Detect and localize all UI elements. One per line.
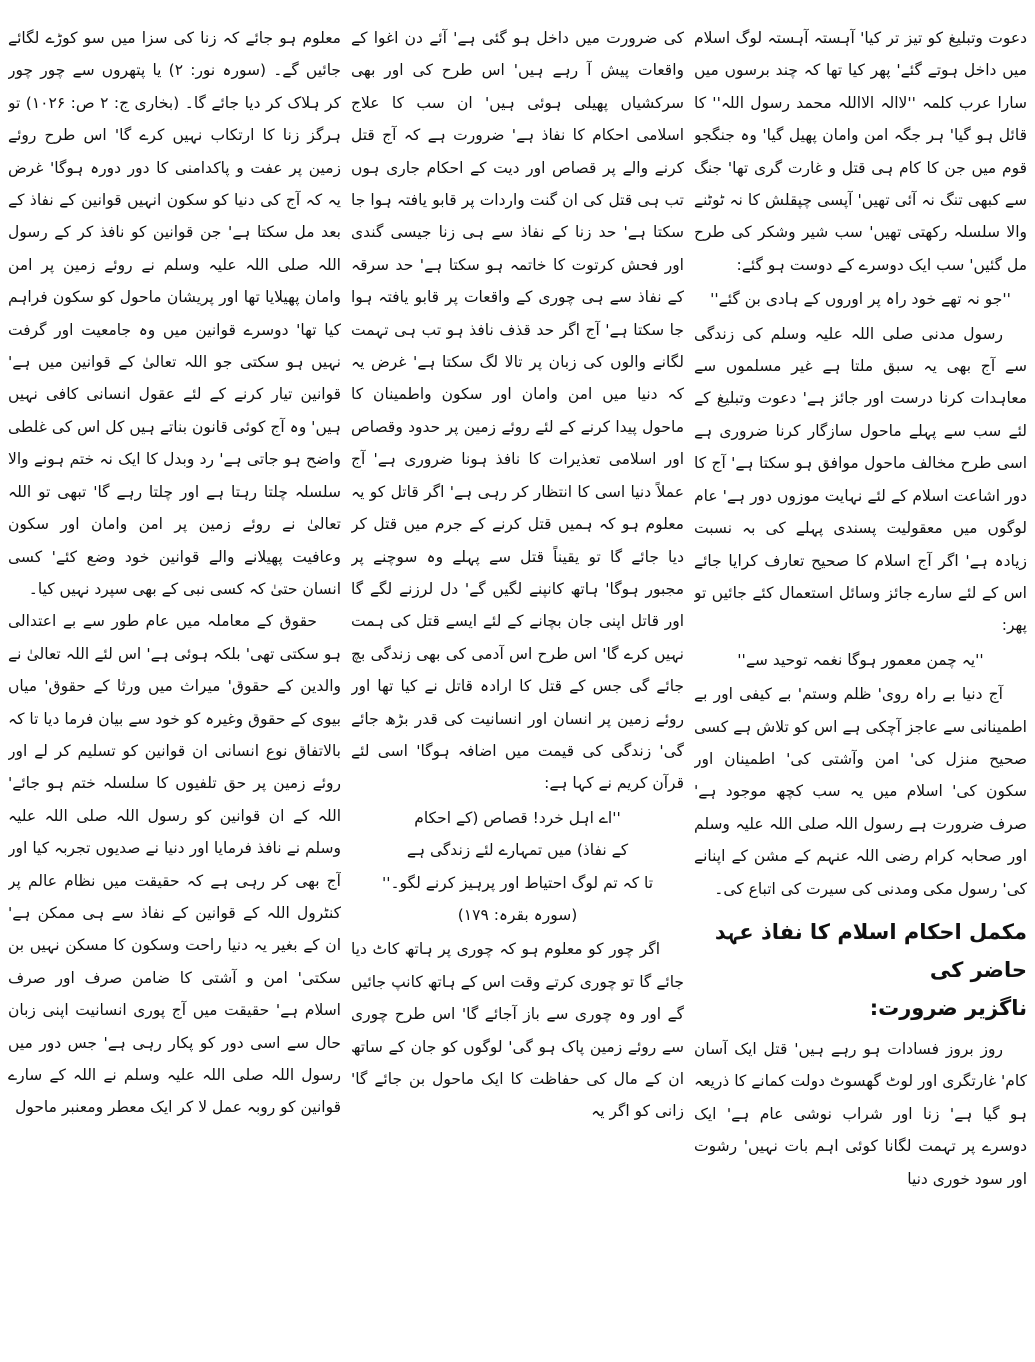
quote-line: ''اے اہل خرد! قصاص (کے احکام — [414, 808, 621, 827]
paragraph: حقوق کے معاملہ میں عام طور سے بے اعتدالی ہو سکتی تھی' بلکہ ہوئی ہے' اس لئے اللہ تعالیٰ نے والدین کے حقوق' میراث میں ورثا کے حقوق' میاں بیوی کے حقوق وغیرہ کو خود سے بیان فرما دیا تا کہ بالاتفاق نوع انسانی ان قوانین کو تسلیم کر لے اور روئے زمین پر حق تلفیوں کا سلسلہ ختم ہو جائے' اللہ کے ان قوانین کو رسول اللہ صلی اللہ علیہ وسلم نے نافذ فرمایا اور دنیا نے صدیوں تجربہ کیا اور آج بھی کر رہی ہے کہ حقیقت میں نظام عالم پر کنٹرول اللہ کے قوانین کے نفاذ سے ہی ممکن ہے' ان کے بغیر یہ دنیا راحت وسکون کا مسکن نہیں بن سکتی' امن و آشتی کا ضامن صرف اور صرف اسلام ہے' حقیقت میں آج پوری انسانیت اپنی زبان حال سے اسی دور کو پکار رہی ہے' جس دور میں رسول اللہ صلی اللہ علیہ وسلم نے اللہ کے سارے قوانین کو روبہ عمل لا کر ایک معطر ومعنبر ماحول — [8, 612, 341, 1117]
paragraph: آج دنیا بے راہ روی' ظلم وستم' بے کیفی اور بے اطمینانی سے عاجز آچکی ہے اس کو تلاش ہے کسی صحیح منزل کی' امن وآشتی کی' اطمینان اور سکون کی' اسلام میں یہ سب کچھ موجود ہے' صرف ضرورت ہے رسول اللہ صلی اللہ علیہ وسلم اور صحابہ کرام رضی اللہ عنہم کے مشن کے اپنانے کی' رسول مکی ومدنی کی سیرت کی اتباع کی۔ — [694, 685, 1027, 898]
quote-line: کے نفاذ) میں تمہارے لئے زندگی ہے — [406, 841, 629, 860]
right-column — [694, 22, 1027, 1352]
section-heading — [694, 913, 1027, 1027]
quote-line: تا کہ تم لوگ احتیاط اور پرہیز کرنے لگو۔'' — [381, 873, 654, 892]
quote-reference: (سورہ بقرہ: ۱۷۹) — [457, 905, 578, 924]
section-heading-line: مکمل احکام اسلام کا نفاذ عہد حاضر کی — [714, 919, 1027, 982]
paragraph: رسول مدنی صلی اللہ علیہ وسلم کی زندگی سے آج بھی یہ سبق ملتا ہے غیر مسلموں سے معاہدات کرنا درست اور جائز ہے' دعوت وتبلیغ کے لئے سب سے پہلے ماحول سازگار کرنا ضروری ہے اسی طرح مخالف ماحول موافق ہو سکتا ہے' آج کا دور اشاعت اسلام کے لئے نہایت موزوں دور ہے' عام لوگوں میں معقولیت پسندی پہلے کی بہ نسبت زیادہ ہے' اگر آج اسلام کا صحیح تعارف کرایا جائے اس کے لئے سارے جائز وسائل استعمال کئے جائیں تو پھر: — [694, 324, 1027, 635]
paragraph: معلوم ہو جائے کہ زنا کی سزا میں سو کوڑے لگائے جائیں گے۔ (سورہ نور: ۲) یا پتھروں سے چور چور کر ہلاک کر دیا جائے گا۔ (بخاری ج: ۲ ص: ۱۰۲۶) تو ہرگز زنا کا ارتکاب نہیں کرے گا' اس طرح روئے زمین پر عفت و پاکدامنی کا دور دورہ ہوگا' غرض یہ کہ آج کی دنیا کو سکون انہیں قوانین کے نفاذ کے بعد مل سکتا ہے' جن قوانین کو نافذ کر کے رسول اللہ صلی اللہ علیہ وسلم نے روئے زمین پر امن وامان پھیلایا تھا اور پریشان ماحول کو سکون فراہم کیا تھا' دوسرے قوانین میں وہ جامعیت اور گرفت نہیں ہو سکتی جو اللہ تعالیٰ کے قوانین میں ہے' قوانین تیار کرنے کے لئے عقول انسانی کافی نہیں ہیں' وہ آج کوئی قانون بناتے ہیں کل اس کی غلطی واضح ہو جاتی ہے' رد وبدل کا ایک نہ ختم ہونے والا سلسلہ چلتا رہتا ہے اور چلتا رہے گا' تبھی تو اللہ تعالیٰ نے روئے زمین پر امن وامان اور سکون وعافیت پھیلانے والے قوانین خود وضع کئے' کسی انسان حتیٰ کہ کسی نبی کے بھی سپرد نہیں کیا۔ — [8, 29, 341, 598]
paragraph: دعوت وتبلیغ کو تیز تر کیا' آہستہ آہستہ لوگ اسلام میں داخل ہوتے گئے' پھر کیا تھا کہ چند برسوں میں سارا عرب کلمہ ''لاالہ الااللہ محمد رسول اللہ'' کا قائل ہو گیا' ہر جگہ امن وامان پھیل گیا' وہ جنگجو قوم میں جن کا کام ہی قتل و غارت گری تھا' جنگ سے کبھی تنگ نہ آئی تھیں' آپسی چپقلش کا نہ ٹوٹنے والا سلسلہ رکھتی تھیں' سب شیر وشکر کی طرح مل گئیں' سب ایک دوسرے کے دوست ہو گئے: — [694, 29, 1027, 274]
document-page — [8, 22, 1027, 1352]
poem-verse: ''یہ چمن معمور ہوگا نغمہ توحید سے'' — [737, 650, 984, 669]
poem-verse: ''جو نہ تھے خود راہ پر اوروں کے ہادی بن گئے'' — [710, 290, 1011, 309]
quran-quote — [351, 802, 684, 932]
paragraph: اگر چور کو معلوم ہو کہ چوری پر ہاتھ کاٹ دیا جائے گا تو چوری کرتے وقت اس کے ہاتھ کانپ جائیں گے اور وہ چوری سے باز آجائے گا' اس طرح چوری سے روئے زمین پاک ہو گی' لوگوں کو جان کے ساتھ ان کے مال کی حفاظت کا ایک ماحول بن جائے گا' زانی کو اگر یہ — [351, 940, 684, 1121]
middle-column — [351, 22, 684, 1352]
left-column — [8, 22, 341, 1352]
paragraph: کی ضرورت میں داخل ہو گئی ہے' آئے دن اغوا کے واقعات پیش آ رہے ہیں' اس طرح کی اور بھی سرکشیاں پھیلی ہوئی ہیں' ان سب کا علاج اسلامی احکام کا نفاذ ہے' ضرورت ہے کہ آج قتل کرنے والے پر قصاص اور دیت کے احکام جاری ہوں تب ہی قتل کی ان گنت واردات پر قابو یافتہ ہوا جا سکتا ہے' حد زنا کے نفاذ سے ہی زنا جیسی گندی اور فحش کرتوت کا خاتمہ ہو سکتا ہے' حد سرقہ کے نفاذ سے ہی چوری کے واقعات پر قابو یافتہ ہوا جا سکتا ہے' آج اگر حد قذف نافذ ہو تب ہی تہمت لگانے والوں کی زبان پر تالا لگ سکتا ہے' غرض یہ کہ دنیا میں امن وامان اور سکون واطمینان کا ماحول پیدا کرنے کے لئے روئے زمین پر حدود وقصاص اور اسلامی تعذیرات کا نافذ ہونا ضروری ہے' آج عملاً دنیا اسی کا انتظار کر رہی ہے' اگر قاتل کو یہ معلوم ہو کہ ہمیں قتل کرنے کے جرم میں قتل کر دیا جائے گا تو یقیناً قتل سے پہلے وہ سوچنے پر مجبور ہوگا' ہاتھ کانپنے لگیں گے' دل لرزنے لگے گا اور قاتل اپنی جان بچانے کے لئے ایسے قتل کی ہمت نہیں کرے گا' اس طرح اس آدمی کی بھی زندگی بچ جائے گی جس کے قتل کا ارادہ قاتل نے کیا تھا اور روئے زمین پر انسان اور انسانیت کی قدر بڑھ جائے گی' زندگی کی قیمت میں اضافہ ہوگا' اسی لئے قرآن کریم نے کہا ہے: — [351, 29, 684, 793]
paragraph: روز بروز فسادات ہو رہے ہیں' قتل ایک آسان کام' غارتگری اور لوٹ گھسوٹ دولت کمانے کا ذریعہ ہو گیا ہے' زنا اور شراب نوشی عام ہے' ایک دوسرے پر تہمت لگانا کوئی اہم بات نہیں' رشوت اور سود خوری دنیا — [694, 1039, 1027, 1188]
section-heading-line: ناگزیر ضرورت: — [869, 995, 1027, 1020]
